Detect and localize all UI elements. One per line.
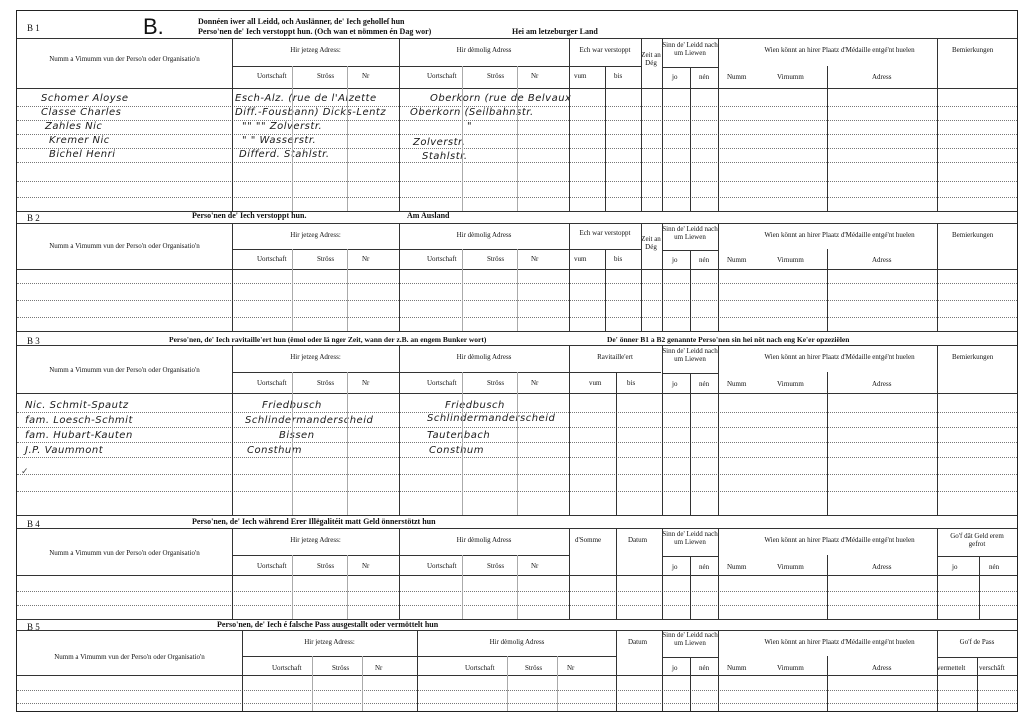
handwritten-current-address: Esch-Alz. (rue de l'Alzette [235, 93, 377, 104]
col-header-first-name: Virnumm [777, 380, 804, 388]
col-header-street: Ströss [487, 72, 505, 80]
col-header-street: Ströss [317, 562, 335, 570]
col-header-current-address: Hir jetzeg Adress: [290, 536, 341, 544]
section-note: De' önner B1 a B2 genannte Perso'nen sin hei nöt nach eng Ke'er opzeziëlen [607, 335, 850, 344]
handwritten-name: fam. Hubart-Kauten [25, 430, 133, 441]
col-header-town: Uortschaft [427, 562, 457, 570]
col-header-date: Datum [628, 638, 648, 646]
col-header-to: bis [614, 72, 623, 80]
col-header-yes: jo [672, 73, 678, 81]
col-header-nr: Nr [362, 379, 370, 387]
col-header-lives: Sinn de' Leidd nach um Liewen [662, 41, 718, 57]
form-sheet [16, 10, 1018, 712]
section-tag: Hei am letzeburger Land [512, 27, 598, 36]
col-header-no: nén [699, 380, 710, 388]
col-header-sum: d'Somme [575, 536, 602, 544]
handwritten-name: Nic. Schmit-Spautz [25, 400, 129, 411]
col-header-yes: jo [672, 380, 678, 388]
handwritten-current-address: Consthum [247, 445, 302, 456]
col-header-name: Numm a Vimumm vun der Perso'n oder Organisatio'n [49, 242, 200, 250]
col-header-street: Ströss [317, 255, 335, 263]
col-header-lives: Sinn de' Leidd nach um Liewen [662, 225, 718, 241]
col-header-street: Ströss [332, 664, 350, 672]
col-header-time: Zeit an Dég [641, 235, 661, 251]
col-header-name: Numm a Vimumm vun der Perso'n oder Organisatio'n [49, 366, 200, 374]
col-header-lives: Sinn de' Leidd nach um Liewen [662, 530, 718, 546]
col-header-from: vum [574, 72, 587, 80]
handwritten-current-address: Bissen [279, 430, 315, 441]
col-header-hidden: Ech war verstoppt [579, 46, 631, 54]
col-header-street: Ströss [487, 255, 505, 263]
col-header-former-address: Hir dèmolig Adress [456, 46, 512, 54]
section-code: B 3 [27, 336, 40, 346]
col-header-town: Uortschaft [427, 255, 457, 263]
col-header-nr: Nr [567, 664, 575, 672]
col-header-name-short: Numm [727, 563, 747, 571]
col-header-town: Uortschaft [465, 664, 495, 672]
handwritten-former-address: " [467, 121, 473, 132]
col-header-money: Go'f dât Geld erem gefrot [950, 532, 1004, 548]
col-header-name-short: Numm [727, 380, 747, 388]
col-header-yes: jo [952, 563, 958, 571]
col-header-address: Adress [872, 73, 892, 81]
col-header-first-name: Virnumm [777, 73, 804, 81]
col-header-no: nén [699, 73, 710, 81]
col-header-remarks: Bemierkungen [952, 353, 994, 361]
col-header-yes: jo [672, 256, 678, 264]
col-header-medal: Wien könnt an hirer Plaatz d'Médaille entgé'nt huelen [764, 536, 915, 544]
col-header-street: Ströss [317, 72, 335, 80]
col-header-nr: Nr [531, 562, 539, 570]
col-header-issued: vermettelt [937, 664, 966, 672]
col-header-nr: Nr [362, 562, 370, 570]
handwritten-current-address: Diff.-Fousbann) Dicks-Lentz [235, 107, 387, 118]
section-title: Perso'nen, de' Iech é falsche Pass ausgestallt oder vermöttelt hun [217, 620, 439, 629]
col-header-nr: Nr [362, 72, 370, 80]
col-header-name: Numm a Vimumm vun der Perso'n oder Organisatio'n [54, 653, 205, 661]
col-header-supplied: Ravitaille'ert [597, 353, 633, 361]
col-header-name-short: Numm [727, 664, 747, 672]
handwritten-name: Kremer Nic [49, 135, 110, 146]
section-subtitle: Perso'nen de' Iech verstoppt hun. (Och wan et nömmen én Dag wor) [198, 27, 432, 36]
col-header-yes: jo [672, 563, 678, 571]
col-header-lives: Sinn de' Leidd nach um Liewen [662, 347, 718, 363]
col-header-current-address: Hir jetzeg Adress: [290, 231, 341, 239]
col-header-town: Uortschaft [257, 379, 287, 387]
handwritten-current-address: Schlindermanderscheid [245, 415, 374, 426]
col-header-remarks: Bemierkungen [952, 231, 994, 239]
handwritten-former-address: Tautenbach [427, 430, 491, 441]
col-header-first-name: Virnumm [777, 563, 804, 571]
handwritten-former-address: Consthum [429, 445, 484, 456]
col-header-no: nén [699, 563, 710, 571]
check-mark-icon: ✓ [21, 466, 29, 476]
col-header-medal: Wien könnt an hirer Plaatz d'Médaille entgé'nt huelen [764, 231, 915, 239]
handwritten-current-address: Differd. Stahlstr. [239, 149, 330, 160]
handwritten-name: Schomer Aloyse [41, 93, 129, 104]
col-header-no: nén [989, 563, 1000, 571]
col-header-address: Adress [872, 256, 892, 264]
col-header-town: Uortschaft [427, 379, 457, 387]
handwritten-current-address: "" "" Zolverstr. [242, 121, 323, 132]
col-header-hidden: Ech war verstoppt [579, 229, 631, 237]
col-header-remarks: Bemierkungen [952, 46, 994, 54]
col-header-town: Uortschaft [427, 72, 457, 80]
col-header-nr: Nr [531, 255, 539, 263]
col-header-first-name: Virnumm [777, 256, 804, 264]
col-header-street: Ströss [487, 562, 505, 570]
col-header-name: Numm a Vimumm vun der Perso'n oder Organisatio'n [49, 55, 200, 63]
col-header-current-address: Hir jetzeg Adress: [290, 353, 341, 361]
col-header-street: Ströss [487, 379, 505, 387]
section-title: Perso'nen, de' Iech während Erer Illëgalitéit matt Geld önnerstötzt hun [192, 517, 436, 526]
col-header-first-name: Virnumm [777, 664, 804, 672]
section-tag: Am Ausland [407, 211, 450, 220]
form-letter: B. [143, 14, 164, 39]
section-code: B 1 [27, 23, 40, 33]
handwritten-former-address: Friedbusch [445, 400, 505, 411]
handwritten-name: fam. Loesch-Schmit [25, 415, 133, 426]
col-header-former-address: Hir dèmolig Adress [456, 231, 512, 239]
handwritten-former-address: Oberkorn (Seilbahnstr. [410, 107, 534, 118]
handwritten-name: Zahles Nic [45, 121, 103, 132]
handwritten-name: Bichel Henri [49, 149, 116, 160]
handwritten-former-address: Zolverstr. [413, 137, 466, 148]
col-header-nr: Nr [375, 664, 383, 672]
col-header-passport: Go'f de Pass [959, 638, 995, 646]
col-header-date: Datum [628, 536, 648, 544]
col-header-former-address: Hir dèmolig Adress [489, 638, 545, 646]
col-header-former-address: Hir dèmolig Adress [456, 353, 512, 361]
col-header-to: bis [627, 379, 636, 387]
section-title: Perso'nen de' Iech verstoppt hun. [192, 211, 307, 220]
handwritten-name: Classe Charles [41, 107, 122, 118]
col-header-nr: Nr [362, 255, 370, 263]
handwritten-former-address: Oberkorn (rue de Belvaux [430, 93, 572, 104]
col-header-no: nén [699, 664, 710, 672]
col-header-current-address: Hir jetzeg Adress: [290, 46, 341, 54]
col-header-street: Ströss [317, 379, 335, 387]
col-header-delivered: verschâft [979, 664, 1005, 672]
col-header-nr: Nr [531, 379, 539, 387]
col-header-to: bis [614, 255, 623, 263]
col-header-name-short: Numm [727, 73, 747, 81]
col-header-medal: Wien könnt an hirer Plaatz d'Médaille entgé'nt huelen [764, 353, 915, 361]
col-header-name-short: Numm [727, 256, 747, 264]
col-header-town: Uortschaft [257, 255, 287, 263]
col-header-town: Uortschaft [272, 664, 302, 672]
section-code: B 2 [27, 213, 40, 223]
handwritten-current-address: Friedbusch [262, 400, 322, 411]
col-header-street: Ströss [525, 664, 543, 672]
col-header-former-address: Hir dèmolig Adress [456, 536, 512, 544]
col-header-no: nén [699, 256, 710, 264]
col-header-yes: jo [672, 664, 678, 672]
col-header-nr: Nr [531, 72, 539, 80]
col-header-lives: Sinn de' Leidd nach um Liewen [662, 631, 718, 647]
col-header-medal: Wien könnt an hirer Plaatz d'Médaille entgé'nt huelen [764, 46, 915, 54]
section-title: Perso'nen, de' Iech ravitaille'ert hun (ëmol oder lä nger Zeit, wann der z.B. an engem Bunker wort) [169, 335, 487, 344]
handwritten-current-address: " " Wasserstr. [242, 135, 317, 146]
col-header-town: Uortschaft [257, 562, 287, 570]
section-title: Donnéen iwer all Leidd, och Auslänner, de' Iech geholleſ hun [198, 17, 405, 26]
section-code: B 5 [27, 622, 40, 632]
col-header-time: Zeit an Dég [641, 51, 661, 67]
col-header-medal: Wien könnt an hirer Plaatz d'Médaille entgé'nt huelen [764, 638, 915, 646]
section-code: B 4 [27, 519, 40, 529]
col-header-address: Adress [872, 664, 892, 672]
col-header-address: Adress [872, 380, 892, 388]
handwritten-former-address: Schlindermanderscheid [427, 413, 556, 424]
col-header-name: Numm a Vimumm vun der Perso'n oder Organisatio'n [49, 549, 200, 557]
col-header-address: Adress [872, 563, 892, 571]
col-header-town: Uortschaft [257, 72, 287, 80]
col-header-current-address: Hir jetzeg Adress: [304, 638, 355, 646]
col-header-from: vum [574, 255, 587, 263]
handwritten-former-address: Stahlstr. [422, 151, 468, 162]
col-header-from: vum [589, 379, 602, 387]
handwritten-name: J.P. Vaummont [25, 445, 104, 456]
